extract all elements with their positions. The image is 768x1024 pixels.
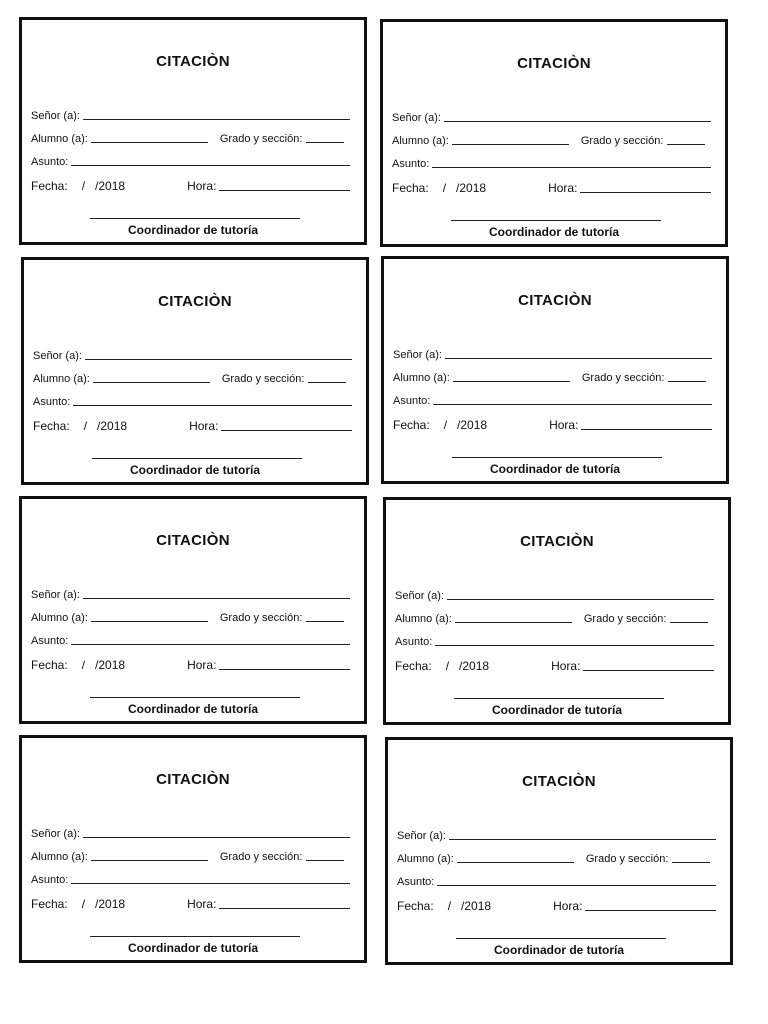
signature-line (451, 220, 661, 221)
grado-label: Grado y sección: (583, 613, 667, 625)
citation-card (19, 17, 367, 245)
alumno-row (392, 133, 711, 147)
hora-field-line[interactable] (221, 430, 352, 431)
alumno-field-line[interactable] (91, 860, 208, 861)
asunto-label: Asunto: (395, 636, 433, 648)
fecha-slashes: / / (83, 419, 101, 433)
signature-label: Coordinador de tutoría (490, 462, 620, 476)
alumno-field-line[interactable] (453, 381, 570, 382)
card-title: CITACIÒN (156, 771, 230, 788)
alumno-field-line[interactable] (455, 622, 572, 623)
grado-field-line[interactable] (306, 142, 344, 143)
hora-label: Hora: (549, 418, 579, 432)
fecha-slashes: / / (443, 418, 461, 432)
hora-label: Hora: (187, 897, 217, 911)
citation-card (383, 497, 731, 725)
hora-label: Hora: (551, 659, 581, 673)
citation-card (19, 496, 367, 724)
fecha-year: 2018 (98, 658, 126, 672)
alumno-row (31, 610, 350, 624)
fecha-row (31, 658, 350, 672)
senor-row (395, 588, 714, 602)
card-title: CITACIÒN (156, 532, 230, 549)
signature-line (90, 218, 300, 219)
alumno-field-line[interactable] (457, 862, 574, 863)
senor-label: Señor (a): (393, 349, 442, 361)
alumno-label: Alumno (a): (33, 373, 90, 385)
citation-card (380, 19, 728, 247)
signature-line (456, 938, 666, 939)
card-title: CITACIÒN (156, 53, 230, 70)
fecha-row (395, 659, 714, 673)
alumno-row (33, 371, 352, 385)
senor-row (397, 828, 716, 842)
alumno-field-line[interactable] (91, 142, 208, 143)
fecha-year: 2018 (459, 181, 487, 195)
alumno-label: Alumno (a): (392, 135, 449, 147)
grado-label: Grado y sección: (221, 373, 305, 385)
signature-label: Coordinador de tutoría (489, 225, 619, 239)
fecha-year: 2018 (460, 418, 488, 432)
alumno-label: Alumno (a): (395, 613, 452, 625)
senor-field-line[interactable] (83, 119, 350, 120)
grado-field-line[interactable] (670, 622, 708, 623)
fecha-slashes: / / (81, 897, 99, 911)
fecha-label: Fecha: (33, 419, 70, 433)
fecha-label: Fecha: (392, 181, 429, 195)
hora-field-line[interactable] (583, 670, 714, 671)
asunto-label: Asunto: (393, 395, 431, 407)
citation-card (21, 257, 369, 485)
alumno-row (395, 611, 714, 625)
asunto-label: Asunto: (31, 874, 69, 886)
fecha-year: 2018 (98, 179, 126, 193)
card-title: CITACIÒN (158, 293, 232, 310)
card-title: CITACIÒN (522, 773, 596, 790)
signature-line (92, 458, 302, 459)
senor-row (31, 108, 350, 122)
asunto-label: Asunto: (31, 635, 69, 647)
senor-label: Señor (a): (395, 590, 444, 602)
senor-field-line[interactable] (445, 358, 712, 359)
senor-field-line[interactable] (449, 839, 716, 840)
alumno-row (397, 851, 716, 865)
signature-label: Coordinador de tutoría (128, 702, 258, 716)
alumno-label: Alumno (a): (397, 853, 454, 865)
alumno-field-line[interactable] (452, 144, 569, 145)
alumno-row (31, 131, 350, 145)
asunto-row (31, 154, 350, 168)
fecha-label: Fecha: (393, 418, 430, 432)
asunto-row (392, 156, 711, 170)
senor-field-line[interactable] (85, 359, 352, 360)
fecha-label: Fecha: (31, 179, 68, 193)
signature-label: Coordinador de tutoría (130, 463, 260, 477)
hora-label: Hora: (553, 899, 583, 913)
senor-row (33, 348, 352, 362)
alumno-field-line[interactable] (93, 382, 210, 383)
fecha-label: Fecha: (397, 899, 434, 913)
fecha-year: 2018 (462, 659, 490, 673)
senor-field-line[interactable] (444, 121, 711, 122)
fecha-row (397, 899, 716, 913)
asunto-field-line[interactable] (437, 885, 716, 886)
asunto-row (31, 872, 350, 886)
senor-label: Señor (a): (31, 589, 80, 601)
asunto-label: Asunto: (33, 396, 71, 408)
asunto-field-line[interactable] (71, 644, 350, 645)
asunto-row (393, 393, 712, 407)
senor-field-line[interactable] (447, 599, 714, 600)
senor-label: Señor (a): (31, 828, 80, 840)
signature-line (90, 697, 300, 698)
senor-row (31, 826, 350, 840)
hora-label: Hora: (548, 181, 578, 195)
asunto-row (31, 633, 350, 647)
fecha-slashes: / / (445, 659, 463, 673)
signature-label: Coordinador de tutoría (492, 703, 622, 717)
alumno-label: Alumno (a): (31, 612, 88, 624)
fecha-slashes: / / (442, 181, 460, 195)
alumno-label: Alumno (a): (393, 372, 450, 384)
asunto-field-line[interactable] (73, 405, 352, 406)
signature-label: Coordinador de tutoría (494, 943, 624, 957)
grado-field-line[interactable] (668, 381, 706, 382)
card-title: CITACIÒN (520, 533, 594, 550)
asunto-row (397, 874, 716, 888)
grado-field-line[interactable] (306, 860, 344, 861)
fecha-slashes: / / (81, 658, 99, 672)
asunto-row (33, 394, 352, 408)
citation-card (385, 737, 733, 965)
fecha-slashes: / / (447, 899, 465, 913)
asunto-label: Asunto: (31, 156, 69, 168)
senor-row (393, 347, 712, 361)
fecha-row (393, 418, 712, 432)
hora-field-line[interactable] (219, 669, 350, 670)
grado-field-line[interactable] (672, 862, 710, 863)
hora-field-line[interactable] (585, 910, 716, 911)
fecha-row (31, 897, 350, 911)
fecha-row (392, 181, 711, 195)
fecha-slashes: / / (81, 179, 99, 193)
grado-label: Grado y sección: (219, 133, 303, 145)
asunto-field-line[interactable] (71, 165, 350, 166)
hora-field-line[interactable] (219, 908, 350, 909)
fecha-year: 2018 (100, 419, 128, 433)
senor-row (31, 587, 350, 601)
fecha-label: Fecha: (31, 658, 68, 672)
alumno-row (393, 370, 712, 384)
hora-label: Hora: (189, 419, 219, 433)
grado-field-line[interactable] (667, 144, 705, 145)
alumno-label: Alumno (a): (31, 133, 88, 145)
asunto-row (395, 634, 714, 648)
senor-field-line[interactable] (83, 837, 350, 838)
senor-row (392, 110, 711, 124)
signature-line (452, 457, 662, 458)
grado-field-line[interactable] (306, 621, 344, 622)
asunto-field-line[interactable] (432, 167, 711, 168)
asunto-label: Asunto: (392, 158, 430, 170)
hora-field-line[interactable] (581, 429, 712, 430)
hora-label: Hora: (187, 658, 217, 672)
hora-label: Hora: (187, 179, 217, 193)
asunto-label: Asunto: (397, 876, 435, 888)
senor-label: Señor (a): (397, 830, 446, 842)
fecha-row (31, 179, 350, 193)
card-title: CITACIÒN (517, 55, 591, 72)
senor-label: Señor (a): (33, 350, 82, 362)
signature-label: Coordinador de tutoría (128, 223, 258, 237)
fecha-label: Fecha: (31, 897, 68, 911)
grado-label: Grado y sección: (219, 851, 303, 863)
grado-label: Grado y sección: (219, 612, 303, 624)
signature-line (90, 936, 300, 937)
citation-card (381, 256, 729, 484)
grado-label: Grado y sección: (585, 853, 669, 865)
senor-field-line[interactable] (83, 598, 350, 599)
fecha-label: Fecha: (395, 659, 432, 673)
signature-label: Coordinador de tutoría (128, 941, 258, 955)
senor-label: Señor (a): (31, 110, 80, 122)
alumno-row (31, 849, 350, 863)
hora-field-line[interactable] (219, 190, 350, 191)
fecha-year: 2018 (464, 899, 492, 913)
asunto-field-line[interactable] (435, 645, 714, 646)
fecha-year: 2018 (98, 897, 126, 911)
fecha-row (33, 419, 352, 433)
asunto-field-line[interactable] (433, 404, 712, 405)
grado-field-line[interactable] (308, 382, 346, 383)
asunto-field-line[interactable] (71, 883, 350, 884)
grado-label: Grado y sección: (580, 135, 664, 147)
alumno-label: Alumno (a): (31, 851, 88, 863)
card-title: CITACIÒN (518, 292, 592, 309)
senor-label: Señor (a): (392, 112, 441, 124)
alumno-field-line[interactable] (91, 621, 208, 622)
signature-line (454, 698, 664, 699)
hora-field-line[interactable] (580, 192, 711, 193)
grado-label: Grado y sección: (581, 372, 665, 384)
citation-card (19, 735, 367, 963)
